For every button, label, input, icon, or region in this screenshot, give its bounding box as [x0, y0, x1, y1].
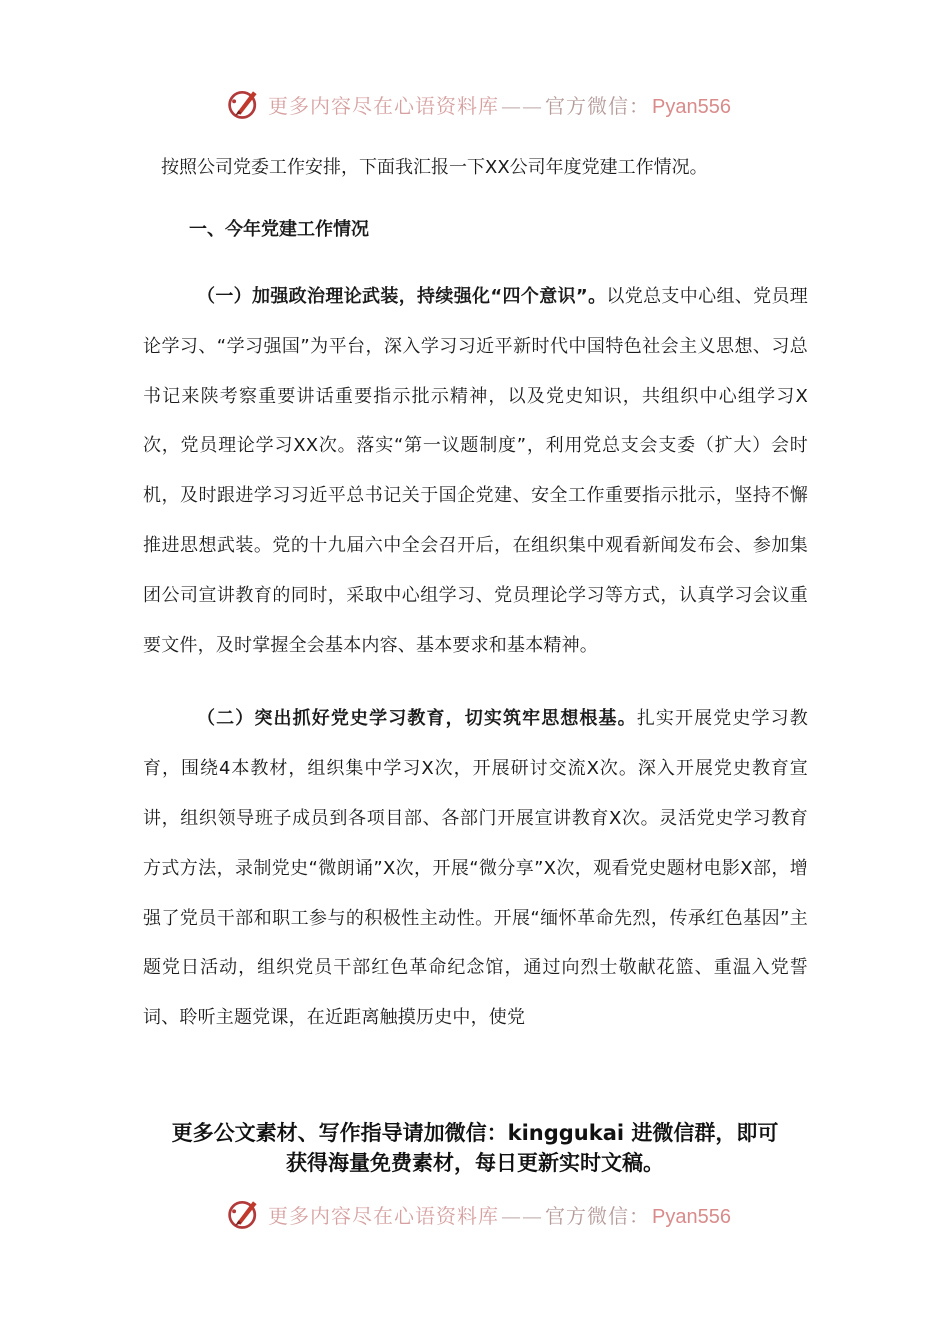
quill-pen-logo-icon: [226, 86, 262, 122]
footer-promo-line-1: 更多公文素材、写作指导请加微信：kinggukai 进微信群，即可: [171, 1121, 779, 1145]
watermark-separator: ——: [501, 1203, 543, 1228]
document-body: [143, 150, 808, 1043]
watermark-banner-bottom: [226, 1194, 731, 1234]
footer-promo-note: [100, 1118, 850, 1178]
paragraph-1-lead: （一）加强政治理论武装，持续强化“四个意识”。: [197, 286, 607, 307]
watermark-brand: 更多内容尽在心语资料库: [268, 1203, 499, 1228]
watermark-brand: 更多内容尽在心语资料库: [268, 93, 499, 118]
quill-pen-logo-icon: [226, 1196, 262, 1232]
watermark-banner-top: [226, 84, 731, 124]
watermark-wechat-label: 官方微信：: [545, 1203, 650, 1228]
intro-paragraph: 按照公司党委工作安排，下面我汇报一下XX公司年度党建工作情况。: [161, 157, 708, 178]
watermark-wechat-label: 官方微信：: [545, 93, 650, 118]
paragraph-2-lead: （二）突出抓好党史学习教育，切实筑牢思想根基。: [197, 708, 637, 730]
watermark-wechat-id: Pyan556: [652, 95, 731, 118]
footer-promo-line-2: 获得海量免费素材，每日更新实时文稿。: [286, 1151, 664, 1175]
watermark-text: [268, 90, 731, 119]
section-heading: 一、今年党建工作情况: [189, 219, 369, 240]
watermark-separator: ——: [501, 93, 543, 118]
watermark-text: [268, 1200, 731, 1229]
paragraph-2-body: 扎实开展党史学习教育，围绕4本教材，组织集中学习X次，开展研讨交流X次。深入开展党史教育宣讲，组织领导班子成员到各项目部、各部门开展宣讲教育X次。灵活党史学习教育方式方法，录制党史“微朗诵”X次，开展“微分享”X次，观看党史题材电影X部，增强了党员干部和职工参与的积极性主动性。开展“缅怀革命先烈，传承红色基因”主题党日活动，组织党员干部红色革命纪念馆，通过向烈士敬献花篮、重温入党誓词、聆听主题党课，在近距离触摸历史中，使党: [143, 708, 808, 1029]
watermark-wechat-id: Pyan556: [652, 1205, 731, 1228]
paragraph-1: [143, 272, 808, 670]
paragraph-1-body: 以党总支中心组、党员理论学习、“学习强国”为平台，深入学习习近平新时代中国特色社会主义思想、习总书记来陕考察重要讲话重要指示批示精神，以及党史知识，共组织中心组学习X次，党员理论学习XX次。落实“第一议题制度”，利用党总支会支委（扩大）会时机，及时跟进学习习近平总书记关于国企党建、安全工作重要指示批示，坚持不懈推进思想武装。党的十九届六中全会召开后，在组织集中观看新闻发布会、参加集团公司宣讲教育的同时，采取中心组学习、党员理论学习等方式，认真学习会议重要文件，及时掌握全会基本内容、基本要求和基本精神。: [143, 286, 808, 656]
paragraph-2: [143, 694, 808, 1043]
